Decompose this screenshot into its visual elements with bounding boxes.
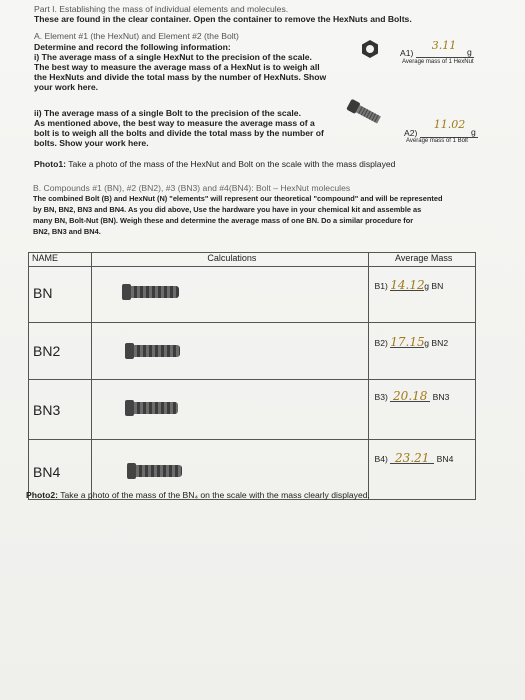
- row-bn4-label: BN4: [33, 464, 61, 480]
- row-bn2-mass-cell[interactable]: [369, 323, 476, 380]
- table-header-row: [29, 253, 476, 267]
- a2-caption: Average mass of 1 Bolt: [406, 138, 468, 144]
- bn2-mass-entry: [374, 337, 448, 348]
- bn2-ref: B2): [374, 338, 388, 348]
- row-bn3-name-cell: [29, 380, 92, 440]
- row-bn-name-cell: [29, 267, 92, 323]
- compound-mass-table: [28, 252, 476, 500]
- bn-unit: g BN: [424, 281, 444, 291]
- header-name: NAME: [29, 253, 92, 267]
- item1-line1: i) The average mass of a single HexNut to the precision of the scale.: [34, 52, 312, 62]
- part-title: Part I. Establishing the mass of individual elements and molecules.: [34, 4, 289, 14]
- photo2-label: Photo2:: [26, 490, 58, 500]
- section-b-line1: The combined Bolt (B) and HexNut (N) "elements" will represent our theoretical "compound" and will be represented: [33, 194, 443, 203]
- bn3-unit: BN3: [432, 392, 450, 402]
- bn3-mass-value: 20.18: [390, 391, 430, 402]
- photo1-text: Take a photo of the mass of the HexNut and Bolt on the scale with the mass displayed: [65, 159, 396, 169]
- part-intro: These are found in the clear container. Open the container to remove the HexNuts and Bolts.: [34, 14, 412, 24]
- section-b-line3: many BN, Bolt-Nut (BN). Weigh these and determine the average mass of one BN. Do a similar procedure for: [33, 216, 414, 225]
- section-a-heading: A. Element #1 (the HexNut) and Element #2 (the Bolt): [34, 31, 239, 41]
- bn3-mass-entry: [374, 391, 449, 402]
- row-bn2-calc-cell[interactable]: [92, 323, 369, 380]
- row-bn2-name-cell: [29, 323, 92, 380]
- item2-line3: bolt is to weigh all the bolts and divide the total mass by the number of: [34, 128, 324, 138]
- section-b-line2: by BN, BN2, BN3 and BN4. As you did above, Use the hardware you have in your chemical kit and assemble as: [33, 205, 422, 214]
- section-b-heading: B. Compounds #1 (BN), #2 (BN2), #3 (BN3) and #4(BN4): Bolt – HexNut molecules: [33, 183, 351, 193]
- header-average-mass: Average Mass: [369, 253, 476, 267]
- item1-line3: the HexNuts and divide the total mass by the number of HexNuts. Show: [34, 72, 327, 82]
- table-row: [29, 380, 476, 440]
- bn-assembly-image: [125, 286, 179, 298]
- row-bn-mass-cell[interactable]: [369, 267, 476, 323]
- row-bn3-mass-cell[interactable]: [369, 380, 476, 440]
- hexnut-image: [361, 40, 379, 58]
- bn2-assembly-image: [128, 345, 180, 357]
- section-a-subheading: Determine and record the following information:: [34, 42, 231, 52]
- photo2-instruction: [26, 490, 370, 500]
- bn-mass-value: 14.12: [390, 278, 425, 292]
- photo1-label: Photo1:: [34, 159, 66, 169]
- bolt-image: [343, 98, 385, 126]
- bn4-unit: BN4: [436, 454, 454, 464]
- a1-prefix: A1): [400, 48, 414, 58]
- bn-ref: B1): [374, 281, 388, 291]
- a2-unit: g: [470, 127, 476, 137]
- a2-value: 11.02: [433, 118, 466, 131]
- item1-line2: The best way to measure the average mass of a HexNut is to weigh all: [34, 62, 320, 72]
- item2-line1: ii) The average mass of a single Bolt to the precision of the scale.: [34, 108, 301, 118]
- photo1-instruction: [34, 159, 395, 169]
- a1-answer: [400, 39, 474, 58]
- photo2-text: Take a photo of the mass of the BN₄ on the scale with the mass clearly displayed.: [57, 490, 370, 500]
- table-row: [29, 267, 476, 323]
- bn3-assembly-image: [128, 402, 178, 414]
- section-b-line4: BN2, BN3 and BN4.: [33, 227, 101, 236]
- item2-line4: bolts. Show your work here.: [34, 138, 149, 148]
- bn3-ref: B3): [374, 392, 388, 402]
- bn2-mass-value: 17.15: [390, 335, 425, 349]
- table-row: [29, 323, 476, 380]
- a1-caption: Average mass of 1 HexNut: [402, 59, 474, 65]
- bn4-assembly-image: [130, 465, 182, 477]
- header-calculations: Calculations: [92, 253, 369, 267]
- bn2-unit: g BN2: [424, 338, 449, 348]
- row-bn2-label: BN2: [33, 343, 61, 359]
- row-bn-label: BN: [33, 285, 53, 301]
- a2-answer: [404, 118, 478, 138]
- row-bn3-calc-cell[interactable]: [92, 380, 369, 440]
- row-bn4-mass-cell[interactable]: [369, 440, 476, 500]
- item1-line4: your work here.: [34, 82, 98, 92]
- row-bn-calc-cell[interactable]: [92, 267, 369, 323]
- a2-prefix: A2): [404, 128, 418, 138]
- bn4-mass-value: 23.21: [390, 453, 434, 464]
- row-bn3-label: BN3: [33, 402, 61, 418]
- item2-line2: As mentioned above, the best way to measure the average mass of a: [34, 118, 315, 128]
- bn4-ref: B4): [374, 454, 388, 464]
- a1-unit: g: [466, 47, 472, 57]
- bn4-mass-entry: [374, 453, 453, 464]
- a1-value: 3.11: [431, 39, 457, 52]
- bn-mass-entry: [374, 280, 443, 291]
